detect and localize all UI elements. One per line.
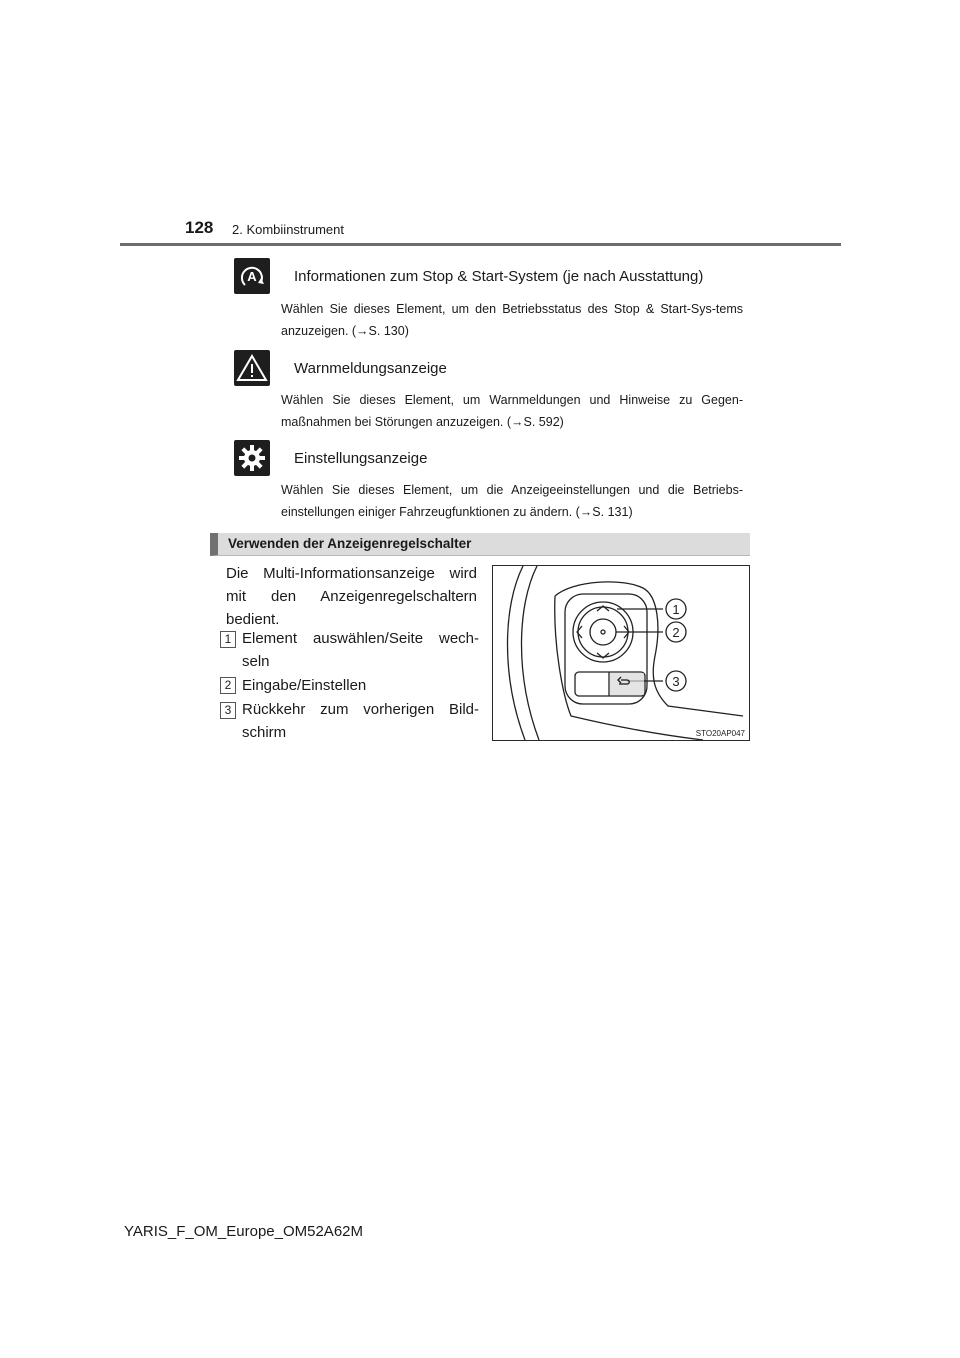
item-desc-settings: Wählen Sie dieses Element, um die Anzeigeeinstellungen und die Betriebs-einstellungen einiger Fahrzeugfunktionen zu ändern. (→S. 131) xyxy=(281,483,743,519)
subsection-intro: Die Multi-Informationsanzeige wird mit den Anzeigenregelschaltern bedient. xyxy=(226,565,477,628)
list-number-badge: 2 xyxy=(220,677,236,694)
header-rule xyxy=(120,243,841,246)
item-title-stop-start: Informationen zum Stop & Start-System (je nach Ausstattung) xyxy=(294,268,704,285)
list-number-badge: 1 xyxy=(220,631,236,648)
list-item-text: Element auswählen/Seite wech-seln xyxy=(242,630,479,670)
item-title-settings: Einstellungsanzeige xyxy=(294,450,428,467)
steering-switch-illustration xyxy=(492,565,750,741)
item-title-warning: Warnmeldungsanzeige xyxy=(294,360,447,377)
svg-text:3: 3 xyxy=(672,674,680,689)
list-item-text: Eingabe/Einstellen xyxy=(242,677,367,694)
svg-text:2: 2 xyxy=(672,625,680,640)
callout-3 xyxy=(666,671,686,691)
svg-text:1: 1 xyxy=(672,602,680,617)
list-number-badge: 3 xyxy=(220,702,236,719)
gear-icon xyxy=(234,440,270,476)
footer-doc-id: YARIS_F_OM_Europe_OM52A62M xyxy=(124,1223,363,1240)
list-item-text: Rückkehr zum vorherigen Bild-schirm xyxy=(242,701,479,741)
page-number: 128 xyxy=(185,218,214,237)
callout-2 xyxy=(666,622,686,642)
illustration-code: STO20AP047 xyxy=(695,729,745,738)
stop-start-icon xyxy=(234,258,270,294)
item-desc-stop-start: Wählen Sie dieses Element, um den Betriebsstatus des Stop & Start-Sys-tems anzuzeigen. (→S. 130) xyxy=(281,302,743,338)
subsection-heading-text: Verwenden der Anzeigenregelschalter xyxy=(228,536,472,551)
item-desc-warning: Wählen Sie dieses Element, um Warnmeldungen und Hinweise zu Gegen-maßnahmen bei Störungen anzuzeigen. (→S. 592) xyxy=(281,393,743,429)
callout-1 xyxy=(666,599,686,619)
warning-triangle-icon xyxy=(234,350,270,386)
steering-wheel-drawing xyxy=(493,566,749,740)
svg-text:A: A xyxy=(247,269,257,284)
running-header: 2. Kombiinstrument xyxy=(232,222,344,237)
subsection-heading xyxy=(210,533,750,556)
